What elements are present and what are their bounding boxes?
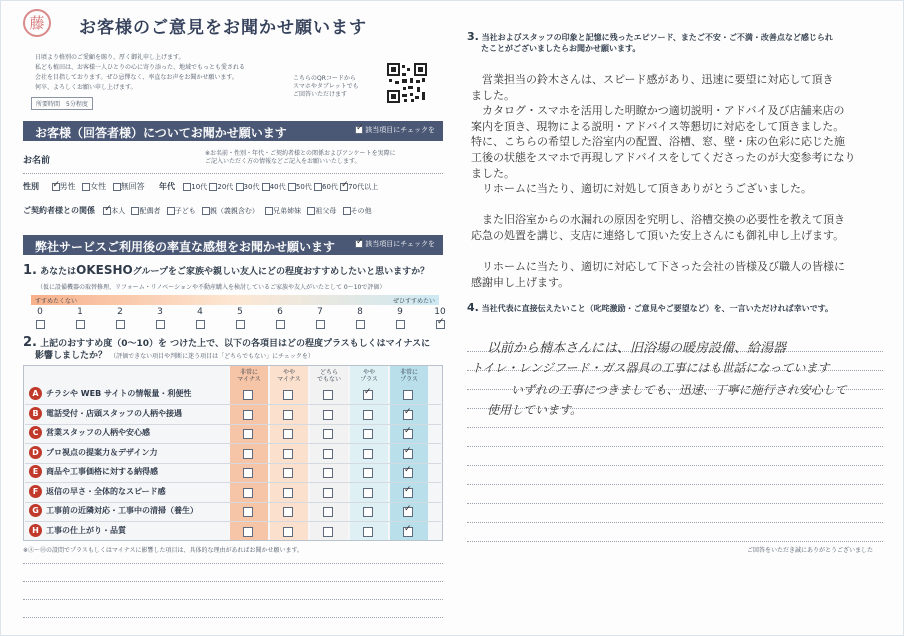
- check-icon: [355, 126, 363, 134]
- item-letter-badge: H: [29, 524, 42, 537]
- q4-ruled-line[interactable]: [467, 427, 883, 428]
- q2-item-row: [29, 446, 239, 464]
- item-letter-badge: B: [29, 407, 42, 420]
- thanks-message: ご回答をいただき誠にありがとうございました: [747, 547, 874, 554]
- q4-ruled-line[interactable]: [467, 541, 883, 542]
- section-respondent-header: [23, 121, 443, 141]
- item-label: プロ視点の提案力＆デザイン力: [46, 447, 158, 457]
- gender-male-checkbox[interactable]: [52, 183, 60, 191]
- q2-rating-checkbox[interactable]: [363, 410, 373, 420]
- scale-checkbox-1[interactable]: [76, 320, 85, 329]
- q1-number: 1.: [23, 263, 37, 278]
- q2-rating-checkbox[interactable]: [323, 390, 333, 400]
- item-label: 営業スタッフの人柄や安心感: [46, 428, 150, 437]
- item-label: チラシや WEB サイトの情報量・利便性: [46, 389, 192, 398]
- scale-number: 5: [237, 307, 243, 317]
- item-letter-badge: F: [29, 485, 42, 498]
- option-label: 親（義親含む）: [209, 207, 259, 215]
- scale-checkbox-2[interactable]: [116, 320, 125, 329]
- row-divider: [25, 404, 441, 405]
- relation-checkbox[interactable]: [343, 207, 351, 215]
- scale-checkbox-9[interactable]: [396, 320, 405, 329]
- privacy-line: ご記入いただく方の情報などご記入をお願いいたします。: [205, 158, 361, 165]
- q4-question: [467, 301, 833, 314]
- age-checkbox[interactable]: [288, 183, 296, 191]
- q2-rating-checkbox[interactable]: [403, 507, 413, 517]
- option-label: 40代: [269, 183, 286, 191]
- q3-number: 3.: [467, 30, 479, 43]
- section-title: お客様（回答者様）についてお聞かせ願います: [35, 126, 287, 140]
- q2-item-row: [29, 407, 239, 425]
- gender-female-option[interactable]: [82, 182, 106, 191]
- q2-number: 2.: [23, 335, 37, 350]
- q2-rating-checkbox[interactable]: [283, 468, 293, 478]
- gender-none-option[interactable]: [113, 182, 145, 191]
- age-checkbox[interactable]: [340, 183, 348, 191]
- q2-column-header: 非常に プラス: [399, 369, 418, 383]
- row-divider: [25, 424, 441, 425]
- brand-name: OKESHO: [76, 263, 133, 277]
- scale-checkbox-10[interactable]: [436, 320, 445, 329]
- privacy-line: ※お名前・性別・年代・ご契約者様との関係およびアンケートを実際に: [205, 150, 396, 157]
- q2-rating-checkbox[interactable]: [283, 390, 293, 400]
- q2-rating-checkbox[interactable]: [243, 449, 253, 459]
- q3-answer-line: また旧浴室からの水漏れの原因を究明し、浴槽交換の必要性を教えて頂き: [471, 213, 845, 227]
- seal-stamp: 藤: [23, 9, 51, 37]
- option-label: 兄弟姉妹: [273, 207, 302, 215]
- scale-high-label: ぜひすすめたい: [392, 298, 435, 305]
- q3-answer-line: リホームに当たり、適切に対処して頂きありがとうございました。: [471, 182, 812, 196]
- q1-text-pre: あなたは: [40, 267, 77, 277]
- q4-ruled-line[interactable]: [467, 484, 883, 485]
- q4-ruled-line[interactable]: [467, 522, 883, 523]
- qr-caption: [293, 75, 359, 99]
- q2-rating-checkbox[interactable]: [243, 468, 253, 478]
- intro-line: 私ども植田は、お客様一人ひとりの心に寄り添った、地域でもっとも愛される: [35, 64, 246, 71]
- q2-footnote: ※Ⓐ〜Ⓗの設問でプラスもしくはマイナスに影響した項目は、具体的な理由があればお聞かせ願います。: [23, 547, 304, 554]
- q2-text: 影響しましたか？: [35, 351, 108, 361]
- privacy-note: [205, 150, 396, 166]
- q4-answer-line: トイレ・レンジフード・ガス器具の工事にはも世話になっています: [471, 361, 830, 375]
- scale-number: 2: [117, 307, 123, 317]
- q2-rating-checkbox[interactable]: [363, 527, 373, 537]
- age-option[interactable]: [262, 183, 286, 191]
- q2-rating-checkbox[interactable]: [283, 507, 293, 517]
- q4-ruled-line[interactable]: [467, 465, 883, 466]
- item-letter-badge: A: [29, 387, 42, 400]
- q3-answer-line: カタログ・スマホを活用した明瞭かつ適切説明・アドバイ及び店舗来店の: [471, 104, 845, 118]
- option-label: 50代: [295, 183, 312, 191]
- q3-answer-line: 特に、こちらの希望した浴室内の配置、浴槽、窓、壁・床の色彩に応じた施: [471, 135, 845, 149]
- scale-checkbox-3[interactable]: [156, 320, 165, 329]
- relation-option[interactable]: [343, 207, 372, 215]
- relation-checkbox[interactable]: [307, 207, 315, 215]
- gender-label: 性別: [23, 182, 39, 191]
- option-label: 無回答: [120, 182, 145, 191]
- q2-rating-checkbox[interactable]: [403, 488, 413, 498]
- intro-line: 日頃より格別のご愛顧を賜り、厚く御礼申し上げます。: [35, 54, 185, 61]
- q3-answer-line: 案内を頂き、現物による説明・アドバイス等懇切に対応をして頂きました。: [471, 119, 845, 133]
- age-row: [159, 181, 378, 192]
- q2-text: 上記のおすすめ度（0〜10）を つけた上で、以下の各項目はどの程度プラスもしくはマイナスに: [40, 339, 431, 349]
- q4-answer-line: いずれの工事につきましても、迅速、丁寧に施行され安心して: [511, 383, 847, 397]
- scale-number: 0: [37, 307, 43, 317]
- q2-rating-checkbox[interactable]: [243, 429, 253, 439]
- item-letter-badge: D: [29, 446, 42, 459]
- check-note: [355, 125, 435, 135]
- section-title: 弊社サービスご利用後の率直な感想をお聞かせ願います: [35, 240, 336, 254]
- item-letter-badge: G: [29, 504, 42, 517]
- scale-number: 1: [77, 307, 83, 317]
- q2-item-row: [29, 426, 239, 444]
- q1-question: [23, 263, 429, 278]
- relation-checkbox[interactable]: [202, 207, 210, 215]
- relation-option[interactable]: [265, 207, 301, 215]
- q2-rating-checkbox[interactable]: [323, 410, 333, 420]
- age-checkbox[interactable]: [209, 183, 217, 191]
- option-label: 男性: [59, 182, 76, 191]
- q2-item-row: [29, 387, 239, 405]
- scale-checkbox-7[interactable]: [316, 320, 325, 329]
- scale-checkbox-0[interactable]: [36, 320, 45, 329]
- relation-option[interactable]: [167, 207, 196, 215]
- scale-checkbox-6[interactable]: [276, 320, 285, 329]
- gender-none-checkbox[interactable]: [113, 183, 121, 191]
- q3-answer-line: リホームに当たり、適切に対応して下さった会社の皆様及び職人の皆様に: [471, 260, 845, 274]
- row-divider: [25, 482, 441, 483]
- section-feedback-header: [23, 235, 443, 255]
- q1-sub: （仮に設備機器の取替修理、リフォーム・リノベーションや不動産購入を検討しているご家族や友人がいたとして 0〜10で評価）: [37, 284, 386, 291]
- q4-answer-line: 使用しています。: [487, 403, 583, 417]
- gender-female-checkbox[interactable]: [82, 183, 90, 191]
- check-note-text: 該当項目にチェックを: [365, 126, 435, 134]
- item-label: 工事前の近隣対応・工事中の清掃（養生）: [46, 506, 198, 515]
- q2-question: [23, 337, 430, 363]
- option-label: 70代以上: [348, 183, 379, 191]
- option-label: 60代: [322, 183, 338, 191]
- option-label: 30代: [243, 183, 260, 191]
- row-divider: [25, 521, 441, 522]
- scale-number: 6: [277, 307, 283, 317]
- item-label: 工事の仕上がり・品質: [46, 525, 126, 535]
- q2-rating-checkbox[interactable]: [403, 527, 413, 537]
- q2-reason-line[interactable]: [23, 581, 443, 582]
- gender-row: [23, 181, 145, 192]
- name-label: お名前: [23, 156, 51, 166]
- name-field[interactable]: [23, 173, 443, 174]
- q2-column-header: やや マイナス: [277, 369, 301, 383]
- item-label: 返信の早さ・全体的なスピード感: [46, 486, 166, 496]
- item-letter-badge: E: [29, 465, 42, 478]
- age-option[interactable]: [314, 183, 338, 191]
- check-icon: [355, 240, 363, 248]
- q2-rating-checkbox[interactable]: [283, 449, 293, 459]
- q3-text: 当社およびスタッフの印象と記憶に残ったエピソード、またご不安・ご不満・改善点など感じられ: [481, 33, 833, 42]
- q2-reason-line[interactable]: [23, 617, 443, 618]
- q3-answer-line: 工後の状態をスマホで再現しアドバイスをしてくださったのが大変参考になり: [471, 151, 856, 164]
- q2-rating-checkbox[interactable]: [243, 410, 253, 420]
- relation-option[interactable]: [131, 207, 160, 215]
- scale-number: 3: [157, 307, 163, 317]
- q3-question: [467, 31, 833, 54]
- age-checkbox[interactable]: [236, 183, 244, 191]
- option-label: その他: [350, 207, 372, 215]
- relation-label: ご契約者様との関係: [23, 206, 95, 215]
- q2-sub: （評価できない項目や判断に迷う項目は「どちらでもない」にチェックを）: [110, 353, 314, 360]
- scale-checkbox-8[interactable]: [356, 320, 365, 329]
- q2-column-header: やや プラス: [360, 369, 378, 383]
- row-divider: [25, 463, 441, 464]
- q2-rating-checkbox[interactable]: [323, 468, 333, 478]
- q2-rating-checkbox[interactable]: [283, 410, 293, 420]
- relation-checkbox[interactable]: [265, 207, 273, 215]
- scale-checkbox-4[interactable]: [196, 320, 205, 329]
- scale-low-label: すすめたくない: [35, 298, 78, 305]
- q2-item-row: [29, 504, 239, 522]
- item-letter-badge: C: [29, 426, 42, 439]
- gender-male-option[interactable]: [52, 182, 76, 191]
- relation-checkbox[interactable]: [131, 207, 139, 215]
- q2-rating-checkbox[interactable]: [403, 390, 413, 400]
- scale-number: 4: [197, 307, 203, 317]
- q2-rating-checkbox[interactable]: [363, 488, 373, 498]
- q2-rating-checkbox[interactable]: [363, 429, 373, 439]
- scale-checkbox-5[interactable]: [236, 320, 245, 329]
- q2-rating-checkbox[interactable]: [323, 527, 333, 537]
- scale-number: 8: [357, 307, 363, 317]
- check-note: [355, 239, 435, 249]
- q2-rating-checkbox[interactable]: [323, 507, 333, 517]
- relation-checkbox[interactable]: [167, 207, 175, 215]
- q4-answer-line: 以前から楠本さんには、旧浴場の暖房設備、給湯器: [487, 341, 787, 356]
- qr-caption-line: スマホやタブレットでも: [293, 83, 359, 90]
- q2-rating-checkbox[interactable]: [403, 449, 413, 459]
- relation-option[interactable]: [103, 207, 125, 215]
- page-title: お客様のご意見をお聞かせ願います: [79, 18, 367, 38]
- q2-rating-checkbox[interactable]: [323, 488, 333, 498]
- qr-code[interactable]: [387, 63, 427, 103]
- time-box: [31, 97, 93, 110]
- q2-item-row: [29, 465, 239, 483]
- row-divider: [25, 502, 441, 503]
- age-checkbox[interactable]: [262, 183, 270, 191]
- option-label: 20代: [217, 183, 234, 191]
- q2-rating-checkbox[interactable]: [403, 429, 413, 439]
- q3-text: たことがございましたらお聞かせ願います。: [481, 44, 641, 53]
- q3-answer-line: 感謝申し上げます。: [471, 275, 570, 289]
- q2-rating-checkbox[interactable]: [243, 390, 253, 400]
- scale-number: 7: [317, 307, 323, 317]
- q2-rating-checkbox[interactable]: [363, 449, 373, 459]
- relation-row: [23, 205, 372, 216]
- age-checkbox[interactable]: [183, 183, 191, 191]
- q2-rating-checkbox[interactable]: [243, 507, 253, 517]
- q4-text: 当社代表に直接伝えたいこと（叱咤激励・ご意見やご要望など）を、一言いただければ幸いです。: [481, 304, 833, 313]
- relation-option[interactable]: [307, 207, 336, 215]
- q3-answer-line: ました。: [471, 166, 515, 180]
- q4-ruled-line[interactable]: [467, 446, 883, 447]
- q2-rating-checkbox[interactable]: [243, 527, 253, 537]
- option-label: 祖父母: [315, 207, 337, 215]
- intro-line: 何卒、よろしくお願い申し上げます。: [35, 84, 137, 91]
- age-option[interactable]: [288, 183, 312, 191]
- intro-text: [35, 53, 285, 93]
- qr-caption-line: ご回答いただけます: [293, 91, 348, 98]
- check-note-text: 該当項目にチェックを: [365, 240, 435, 248]
- q3-answer-line: 応急の処置を講じ、支店に連絡して頂いた安上さんにも御礼申し上げます。: [471, 229, 845, 242]
- q2-column-header: 非常に マイナス: [237, 369, 261, 383]
- q2-item-row: [29, 485, 239, 503]
- q2-rating-checkbox[interactable]: [403, 468, 413, 478]
- option-label: 子ども: [174, 207, 196, 215]
- time-value: 5分程度: [66, 101, 88, 108]
- q2-rating-checkbox[interactable]: [403, 410, 413, 420]
- q4-ruled-line[interactable]: [467, 503, 883, 504]
- q1-text-post: グループをご家族や親しい友人にどの程度おすすめしたいと思いますか？: [132, 267, 430, 277]
- age-checkbox[interactable]: [314, 183, 322, 191]
- option-label: 10代: [191, 183, 208, 191]
- q2-rating-checkbox[interactable]: [283, 527, 293, 537]
- age-option[interactable]: [209, 183, 233, 191]
- row-divider: [25, 443, 441, 444]
- scale-number: 9: [397, 307, 403, 317]
- q4-number: 4.: [467, 301, 479, 314]
- q2-reason-line[interactable]: [23, 599, 443, 600]
- q2-rating-checkbox[interactable]: [323, 429, 333, 439]
- scale-number: 10: [434, 307, 446, 317]
- q2-rating-checkbox[interactable]: [363, 390, 373, 400]
- age-option[interactable]: [236, 183, 260, 191]
- option-label: 女性: [90, 182, 107, 191]
- age-label: 年代: [159, 182, 175, 191]
- age-option[interactable]: [183, 183, 207, 191]
- q2-rating-checkbox[interactable]: [363, 468, 373, 478]
- q2-rating-checkbox[interactable]: [243, 488, 253, 498]
- q2-rating-checkbox[interactable]: [323, 449, 333, 459]
- q2-rating-checkbox[interactable]: [283, 429, 293, 439]
- q2-column-header: どちら でもない: [316, 369, 341, 383]
- option-label: 配偶者: [139, 207, 161, 215]
- q2-rating-checkbox[interactable]: [283, 488, 293, 498]
- q2-item-row: [29, 524, 239, 542]
- q2-reason-line[interactable]: [23, 563, 443, 564]
- qr-caption-line: こちらのQRコードから: [293, 75, 356, 82]
- q3-answer-line: 営業担当の鈴木さんは、スピード感があり、迅速に要望に対応して頂き: [471, 73, 834, 86]
- option-label: 本人: [111, 207, 126, 215]
- age-option[interactable]: [340, 183, 378, 191]
- relation-checkbox[interactable]: [103, 207, 111, 215]
- time-label: 所要時間: [36, 101, 61, 108]
- item-label: 商品や工事価格に対する納得感: [46, 467, 158, 476]
- intro-line: 会社を目指しております。ぜひ忌憚なく、率直なお声をお聞かせ願います。: [35, 74, 238, 81]
- item-label: 電話受付・店頭スタッフの人柄や接遇: [46, 408, 182, 418]
- q2-rating-checkbox[interactable]: [363, 507, 373, 517]
- q3-answer-line: ました。: [471, 88, 515, 102]
- relation-option[interactable]: [202, 207, 259, 215]
